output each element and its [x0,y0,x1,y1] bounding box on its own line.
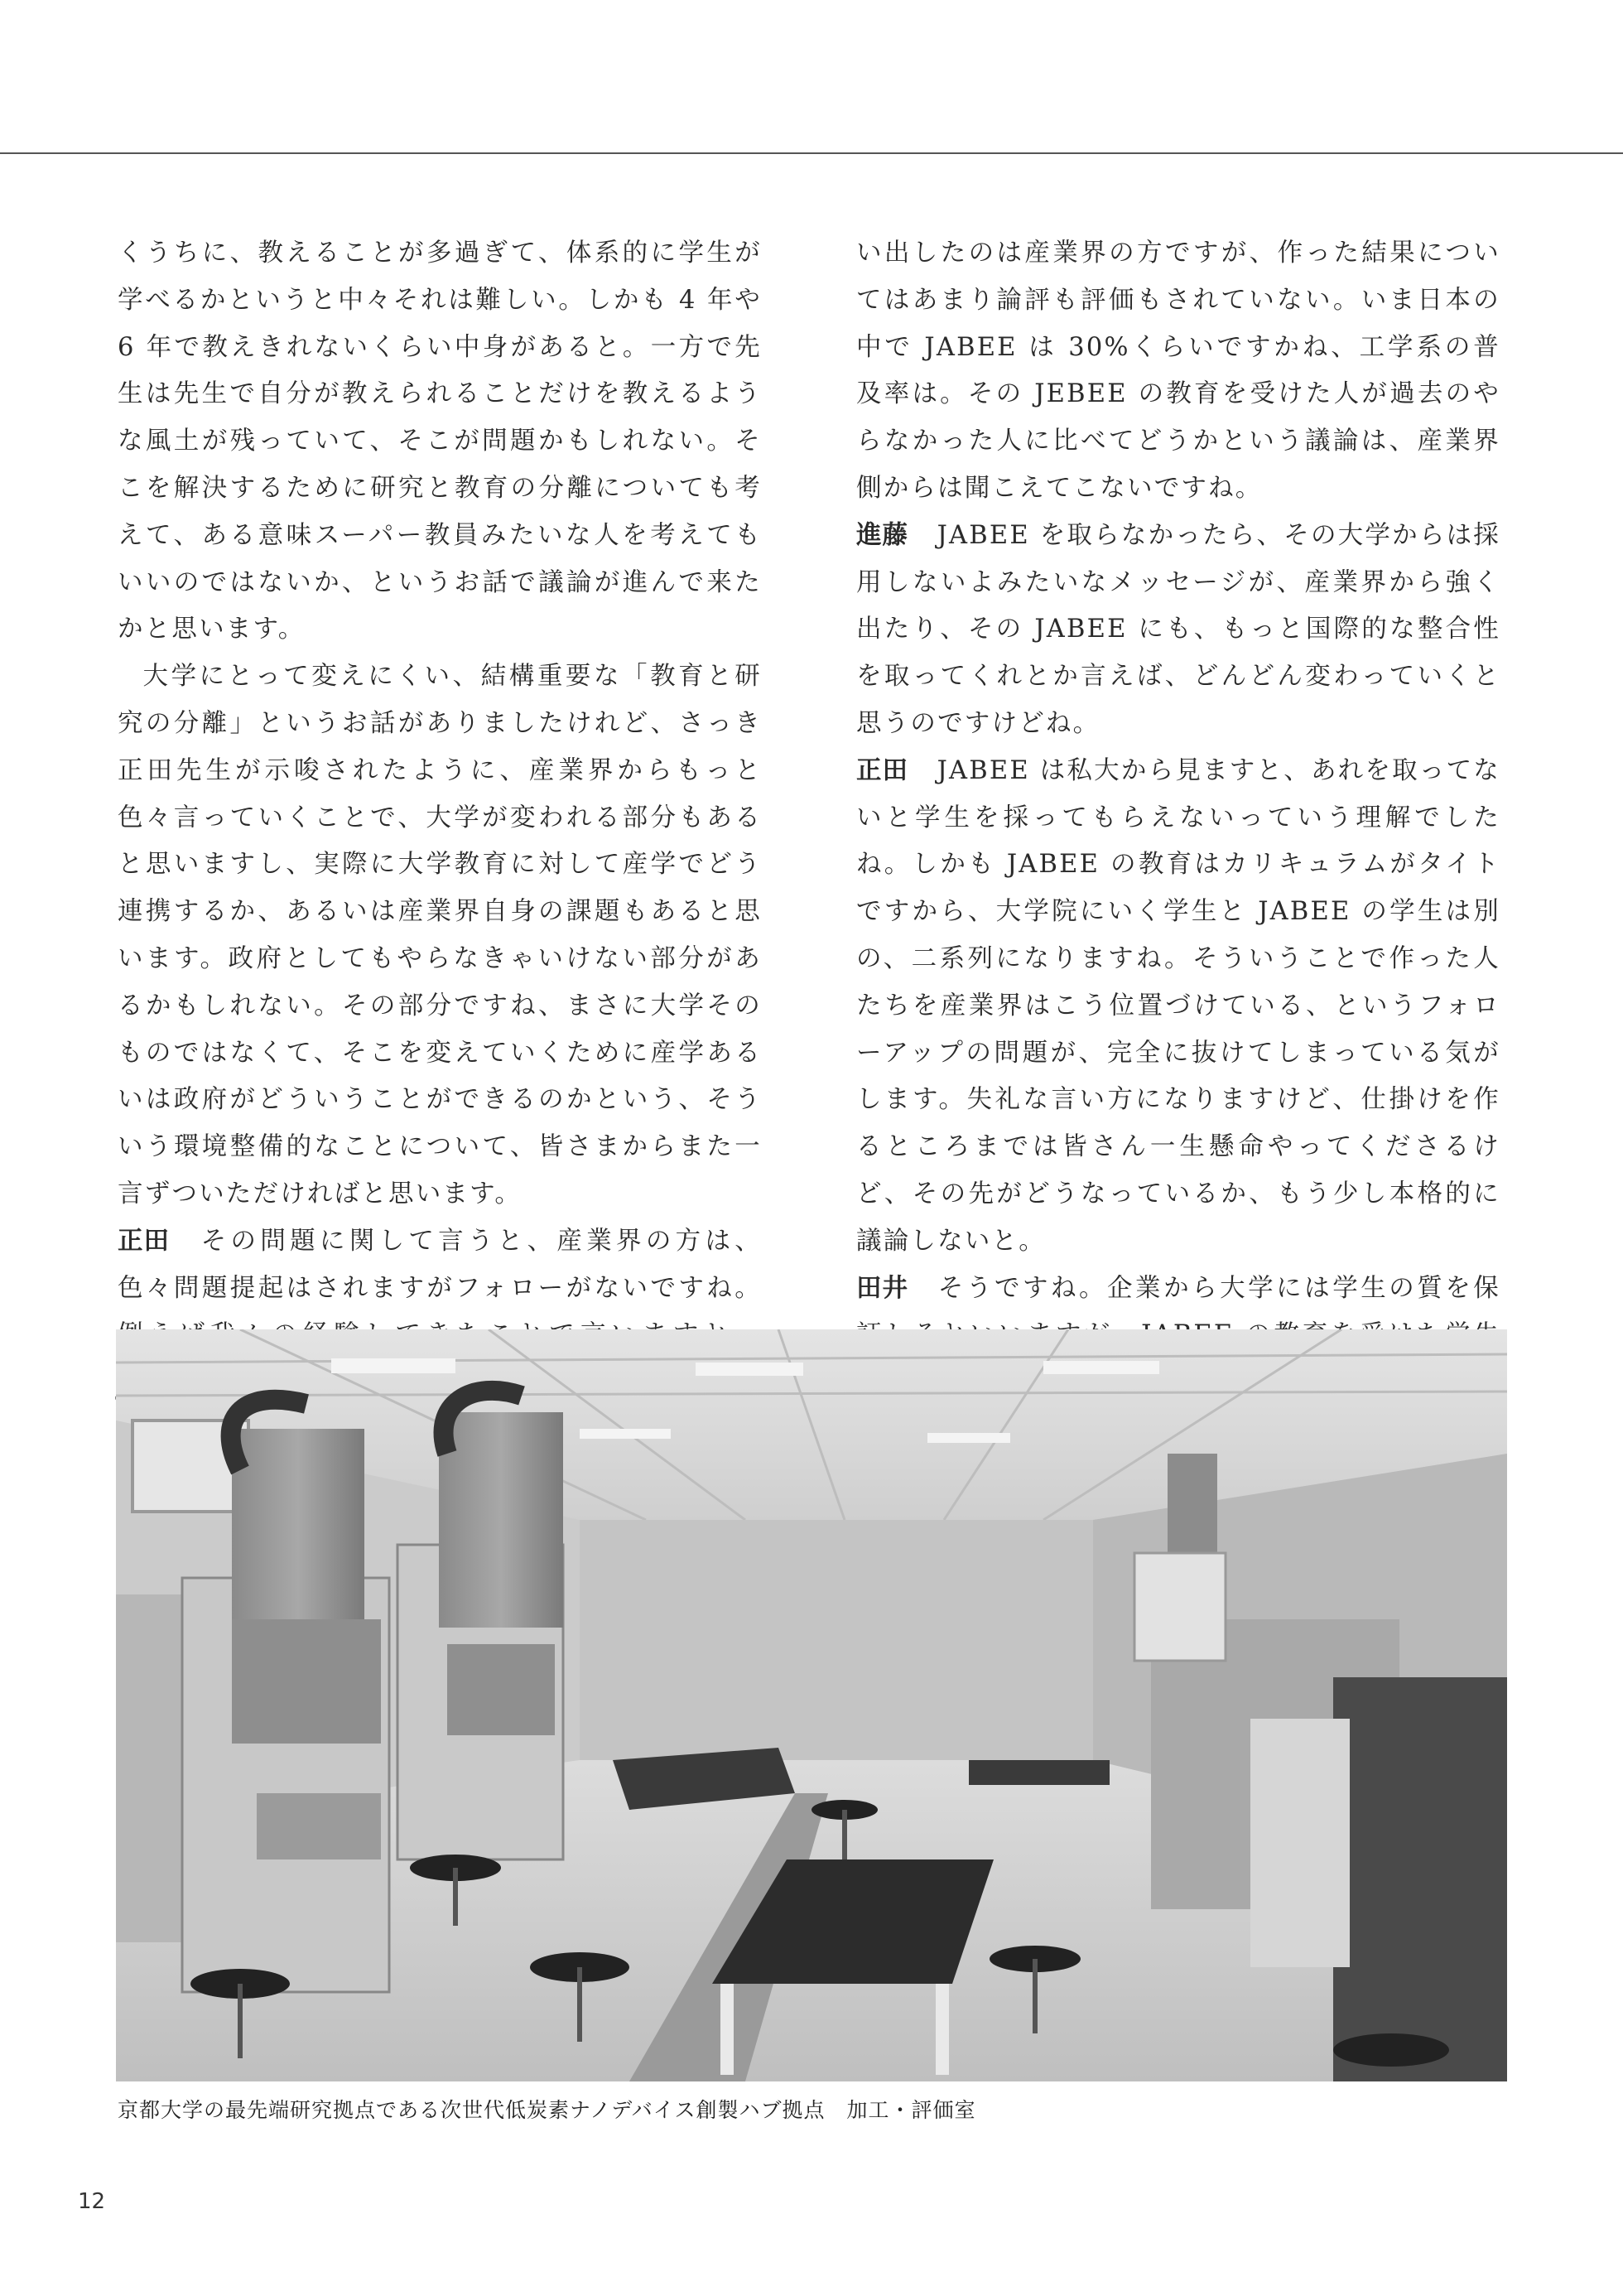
photo-caption: 京都大学の最先端研究拠点である次世代低炭素ナノデバイス創製ハブ拠点 加工・評価室 [118,2098,976,2122]
speaker-name: 正田 [118,1226,170,1256]
speech-text: JABEE は私大から見ますと、あれを取ってないと学生を採ってもらえないっていう理解でしたね。しかも JABEE の教育はカリキュラムがタイトですから、大学院にいく学生と JABEE の学生は別の、二系列になりますね。そういうことで作った人たちを産業界はこう位置づけている、というフォローアップの問題が、完全に抜けてしまっている気がします。失礼な言い方になりますけど、仕掛けを作るところまでは皆さん一生懸命やってくださるけど、その先がどうなっているか、もう少し本格的に議論しないと。 [856,755,1500,1256]
speaker-name: 田井 [856,1273,908,1303]
speech-text: JABEE を取らなかったら、その大学からは採用しないよみたいなメッセージが、産業界から強く出たり、その JABEE にも、もっと国際的な整合性を取ってくれとか言えば、どんどん変わっていくと思うのですけどね。 [856,520,1500,738]
speaker-name: 進藤 [856,520,908,550]
paragraph: くうちに、教えることが多過ぎて、体系的に学生が学べるかというと中々それは難しい。しかも 4 年や 6 年で教えきれないくらい中身があると。一方で先生は先生で自分が教えられることだけを教えるような風土が残っていて、そこが問題かもしれない。そこを解決するために研究と教育の分離についても考えて、ある意味スーパー教員みたいな人を考えてもいいのではないか、というお話で議論が進んで来たかと思います。 [118,239,762,644]
paragraph: い出したのは産業界の方ですが、作った結果についてはあまり論評も評価もされていない。いま日本の中で JABEE は 30%くらいですかね、工学系の普及率は。その JEBEE の教育を受けた人が過去のやらなかった人に比べてどうかという議論は、産業界側からは聞こえてこないですね。 [856,239,1500,503]
paragraph: 大学にとって変えにくい、結構重要な「教育と研究の分離」というお話がありましたけれど、さっき正田先生が示唆されたように、産業界からもっと色々言っていくことで、大学が変われる部分もあると思いますし、実際に大学教育に対して産学でどう連携するか、あるいは産業界自身の課題もあると思います。政府としてもやらなきゃいけない部分があるかもしれない。その部分ですね、まさに大学そのものではなくて、そこを変えていくために産学あるいは政府がどういうことができるのかという、そういう環境整備的なことについて、皆さまからまた一言ずついただければと思います。 [118,662,762,1208]
speaker-turn [856,513,1500,748]
speaker-name: 正田 [856,755,908,785]
speaker-turn [856,748,1500,1266]
left-column [118,230,762,1459]
right-column [856,230,1500,1406]
lab-photo [116,1329,1507,2081]
lab-photo-illustration [116,1329,1507,2081]
header-rule [0,152,1623,154]
speech-text: その問題に関して言うと、産業界の方は、色々問題提起はされますがフォローがないですね。 [118,1226,762,1303]
speech-text: そうですね。企業から大学には学生の質を保 [937,1273,1500,1303]
page-number: 12 [78,2189,106,2214]
